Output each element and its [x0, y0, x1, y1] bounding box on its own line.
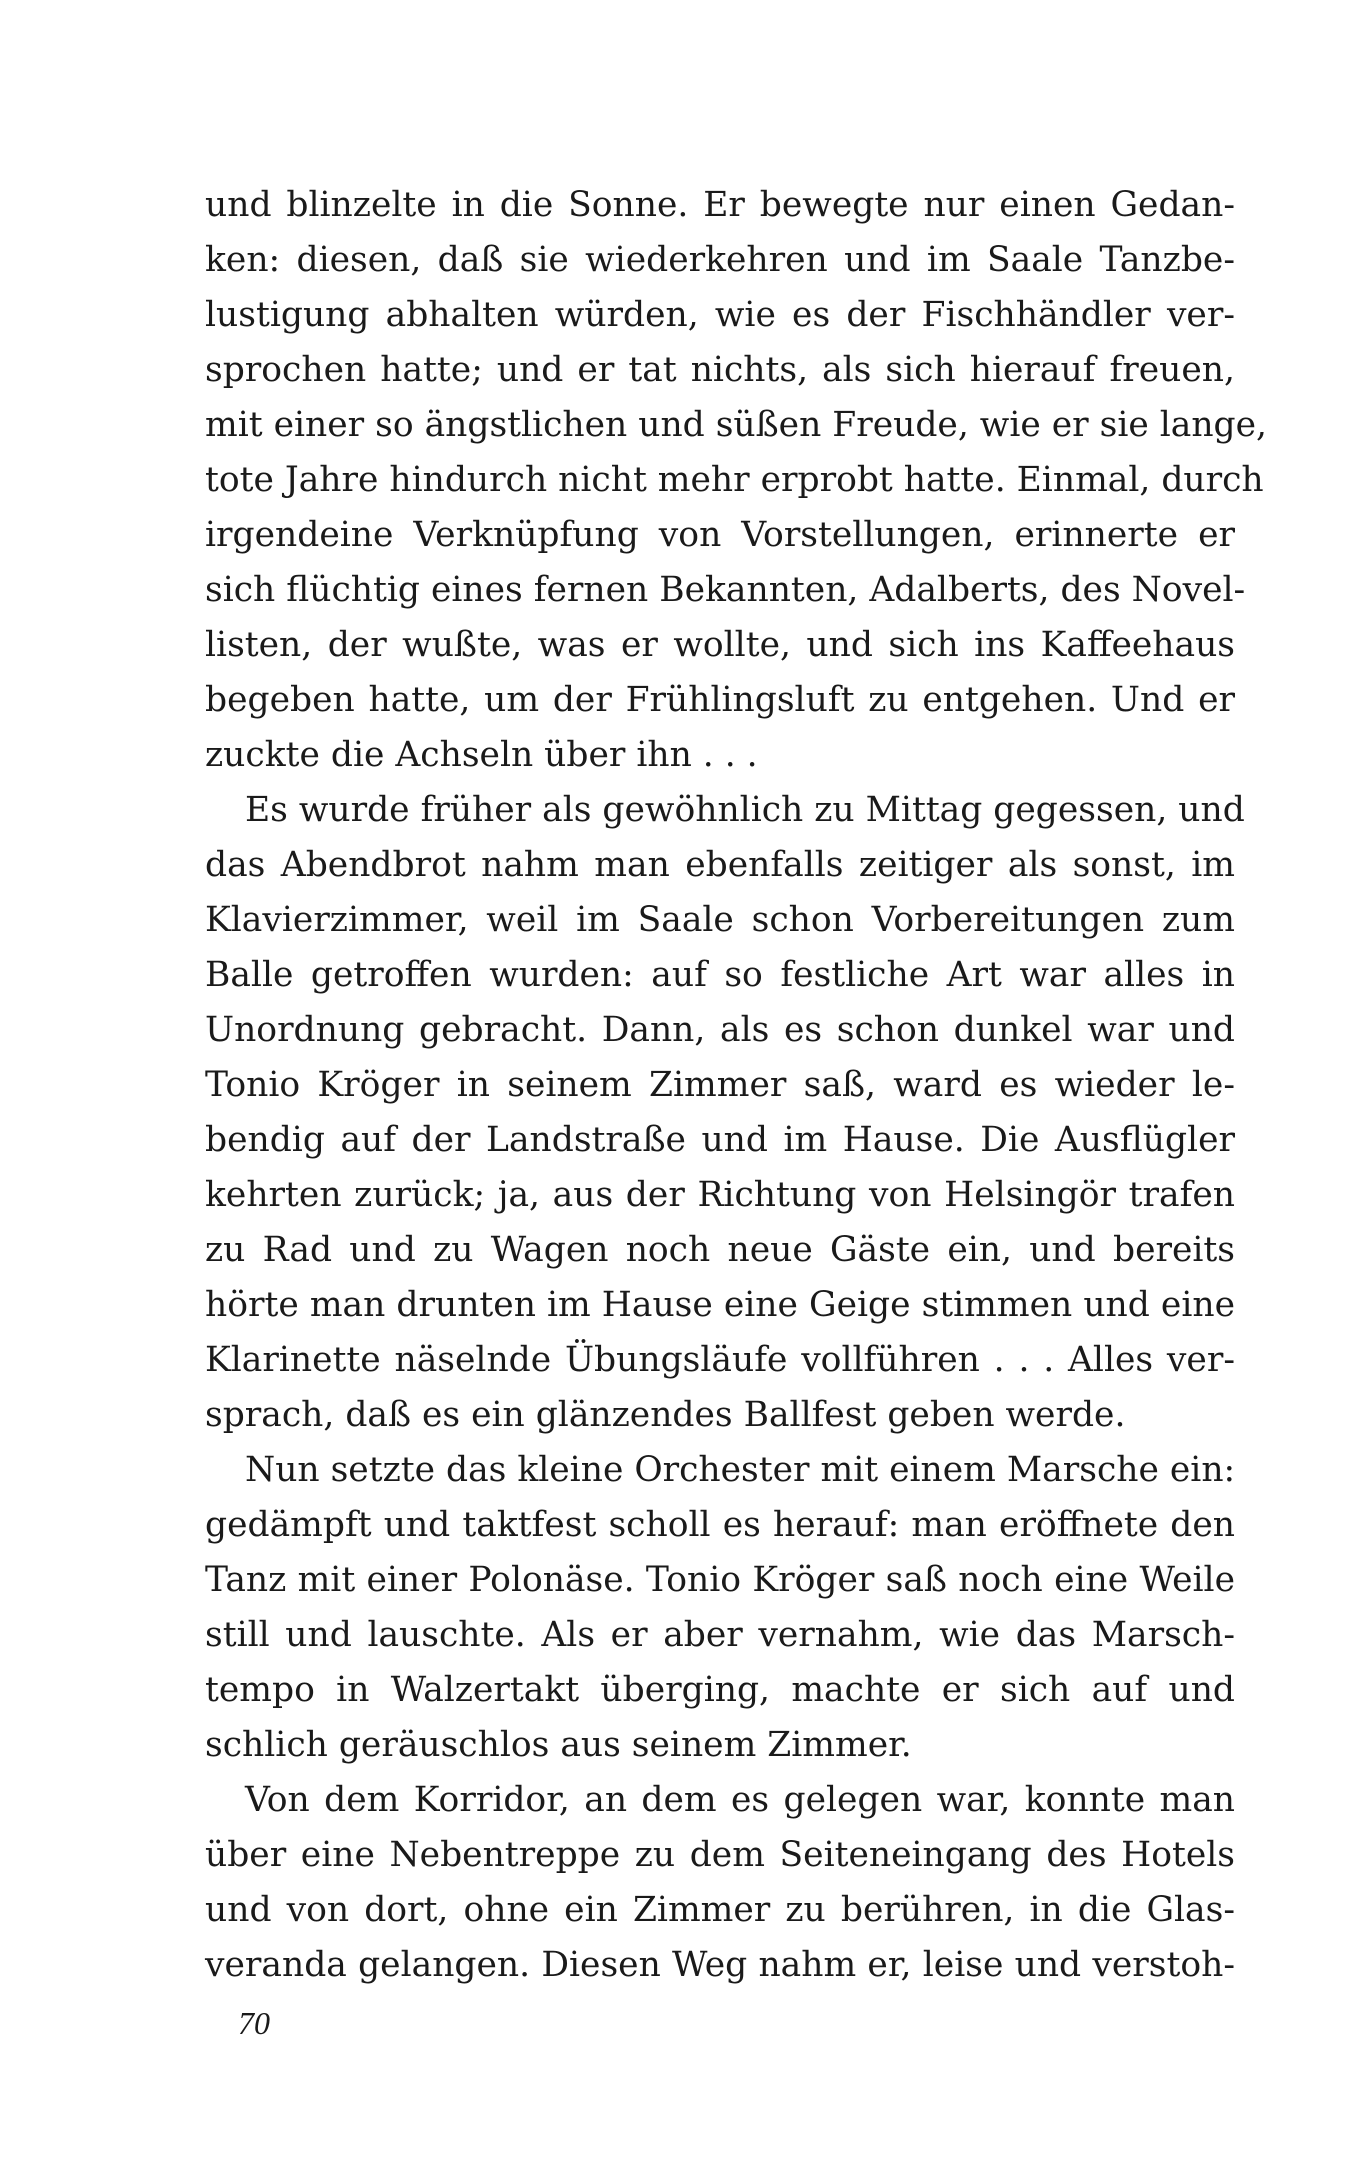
text-line: listen, der wußte, was er wollte, und sich ins Kaffeehaus	[205, 625, 1235, 665]
text-line: schlich geräuschlos aus seinem Zimmer.	[205, 1725, 912, 1765]
text-line: sprach, daß es ein glänzendes Ballfest geben werde.	[205, 1395, 1126, 1435]
body-text	[205, 178, 1268, 1993]
text-line: bendig auf der Landstraße und im Hause. Die Ausflügler	[205, 1120, 1235, 1160]
text-line: hörte man drunten im Hause eine Geige stimmen und eine	[205, 1285, 1235, 1325]
text-line: Tonio Kröger in seinem Zimmer saß, ward es wieder le-	[205, 1065, 1235, 1105]
text-line: ken: diesen, daß sie wiederkehren und im Saale Tanzbe-	[205, 240, 1235, 280]
text-line: sich flüchtig eines fernen Bekannten, Adalberts, des Novel-	[205, 570, 1246, 610]
text-line: tote Jahre hindurch nicht mehr erprobt hatte. Einmal, durch	[205, 460, 1264, 500]
text-line: Nun setzte das kleine Orchester mit einem Marsche ein:	[245, 1450, 1236, 1490]
text-line: veranda gelangen. Diesen Weg nahm er, leise und verstoh-	[205, 1945, 1235, 1985]
text-line: begeben hatte, um der Frühlingsluft zu entgehen. Und er	[205, 680, 1235, 720]
text-line: und von dort, ohne ein Zimmer zu berühren, in die Glas-	[205, 1890, 1235, 1930]
text-line: und blinzelte in die Sonne. Er bewegte nur einen Gedan-	[205, 185, 1235, 225]
text-line: Es wurde früher als gewöhnlich zu Mittag gegessen, und	[245, 790, 1245, 830]
text-line: über eine Nebentreppe zu dem Seiteneingang des Hotels	[205, 1835, 1235, 1875]
text-line: zu Rad und zu Wagen noch neue Gäste ein, und bereits	[205, 1230, 1235, 1270]
text-line: irgendeine Verknüpfung von Vorstellungen, erinnerte er	[205, 515, 1235, 555]
text-line: Unordnung gebracht. Dann, als es schon dunkel war und	[205, 1010, 1235, 1050]
text-line: kehrten zurück; ja, aus der Richtung von Helsingör trafen	[205, 1175, 1235, 1215]
text-line: still und lauschte. Als er aber vernahm, wie das Marsch-	[205, 1615, 1235, 1655]
text-line: Klarinette näselnde Übungsläufe vollführen . . . Alles ver-	[205, 1340, 1235, 1380]
text-line: Tanz mit einer Polonäse. Tonio Kröger saß noch eine Weile	[205, 1560, 1235, 1600]
text-line: gedämpft und taktfest scholl es herauf: man eröffnete den	[205, 1505, 1235, 1545]
text-line: Balle getroffen wurden: auf so festliche Art war alles in	[205, 955, 1235, 995]
text-line: mit einer so ängstlichen und süßen Freude, wie er sie lange,	[205, 405, 1268, 445]
text-line: lustigung abhalten würden, wie es der Fischhändler ver-	[205, 295, 1235, 335]
page-number: 70	[238, 2005, 270, 2041]
text-line: sprochen hatte; und er tat nichts, als sich hierauf freuen,	[205, 350, 1235, 390]
text-line: das Abendbrot nahm man ebenfalls zeitiger als sonst, im	[205, 845, 1235, 885]
text-line: zuckte die Achseln über ihn . . .	[205, 735, 758, 775]
text-line: tempo in Walzertakt überging, machte er sich auf und	[205, 1670, 1235, 1710]
text-line: Klavierzimmer, weil im Saale schon Vorbereitungen zum	[205, 900, 1235, 940]
text-line: Von dem Korridor, an dem es gelegen war, konnte man	[245, 1780, 1235, 1820]
